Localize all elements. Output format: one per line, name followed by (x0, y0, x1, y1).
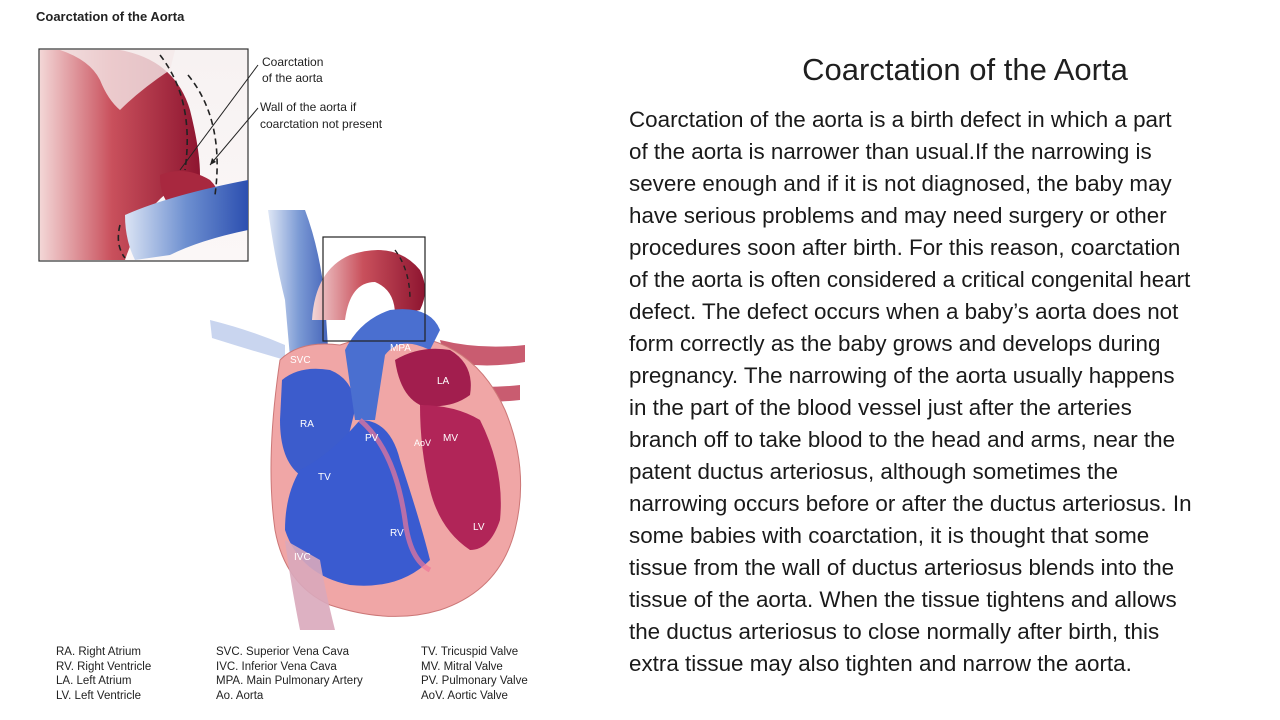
body-line: branch off to take blood to the head and arms, near the (629, 427, 1176, 452)
body-line: have serious problems and may need surgery or other (629, 203, 1167, 228)
legend-item: AoV. Aortic Valve (421, 689, 508, 702)
legend-item: LV. Left Ventricle (56, 689, 142, 702)
body-line: defect. The defect occurs when a baby’s aorta does not (629, 299, 1179, 324)
body-line: form correctly as the baby grows and develops during (629, 331, 1161, 356)
legend-item: RV. Right Ventricle (56, 660, 152, 673)
label-pv: PV (365, 433, 379, 444)
legend-item: LA. Left Atrium (56, 675, 132, 688)
legend-item: SVC. Superior Vena Cava (216, 646, 349, 658)
body-line: extra tissue may also tighten and narrow the aorta. (629, 651, 1132, 676)
legend-column-2 (216, 645, 363, 703)
inset-zoom (39, 49, 248, 261)
callout-wall-line2: coarctation not present (260, 117, 383, 131)
callout-wall (260, 100, 383, 131)
label-lv: LV (473, 522, 485, 533)
legend-item: TV. Tricuspid Valve (421, 646, 519, 658)
figure-title: Coarctation of the Aorta (36, 9, 185, 24)
legend-item: MV. Mitral Valve (421, 660, 503, 673)
legend-item: MPA. Main Pulmonary Artery (216, 675, 363, 688)
pulmonary-vessel-left (210, 320, 285, 360)
body-line: tissue of the aorta. When the tissue tightens and allows (629, 587, 1177, 612)
heart-illustration (210, 210, 525, 630)
legend-item: Ao. Aorta (216, 689, 264, 702)
legend-item: PV. Pulmonary Valve (421, 675, 528, 688)
body-line: some babies with coarctation, it is thought that some (629, 523, 1150, 548)
callout-coarctation-line1: Coarctation (262, 55, 324, 69)
legend-item: IVC. Inferior Vena Cava (216, 660, 337, 673)
label-ra: RA (300, 419, 314, 430)
body-line: pregnancy. The narrowing of the aorta usually happens (629, 363, 1175, 388)
callout-coarctation-line2: of the aorta (262, 71, 323, 85)
body-line: in the part of the blood vessel just after the arteries (629, 395, 1132, 420)
body-line: of the aorta is often considered a critical congenital heart (629, 267, 1191, 292)
label-ivc: IVC (294, 552, 311, 563)
label-la: LA (437, 376, 450, 387)
body-line: Coarctation of the aorta is a birth defect in which a part (629, 107, 1172, 132)
callout-wall-line1: Wall of the aorta if (260, 100, 357, 114)
body-line: narrowing occurs before or after the ductus arteriosus. In (629, 491, 1192, 516)
body-line: of the aorta is narrower than usual.If the narrowing is (629, 139, 1152, 164)
label-tv: TV (318, 472, 331, 483)
label-mpa: MPA (390, 343, 411, 354)
body-line: the ductus arteriosus to close normally after birth, this (629, 619, 1160, 644)
callout-coarctation (262, 55, 323, 85)
label-aov: AoV (414, 438, 432, 448)
body-line: tissue from the wall of ductus arteriosus blends into the (629, 555, 1175, 580)
label-mv: MV (443, 433, 458, 444)
body-line: severe enough and if it is not diagnosed, the baby may (629, 171, 1172, 196)
slide-body (629, 104, 1259, 680)
legend-column-1 (56, 645, 151, 703)
label-rv: RV (390, 528, 404, 539)
body-line: procedures soon after birth. For this reason, coarctation (629, 235, 1181, 260)
legend-column-3 (421, 645, 528, 703)
slide-title: Coarctation of the Aorta (802, 52, 1128, 87)
heart-diagram (0, 0, 600, 640)
label-ao: Ao (334, 326, 347, 337)
body-line: patent ductus arteriosus, although sometimes the (629, 459, 1119, 484)
label-svc: SVC (290, 355, 311, 366)
legend-item: RA. Right Atrium (56, 646, 141, 658)
